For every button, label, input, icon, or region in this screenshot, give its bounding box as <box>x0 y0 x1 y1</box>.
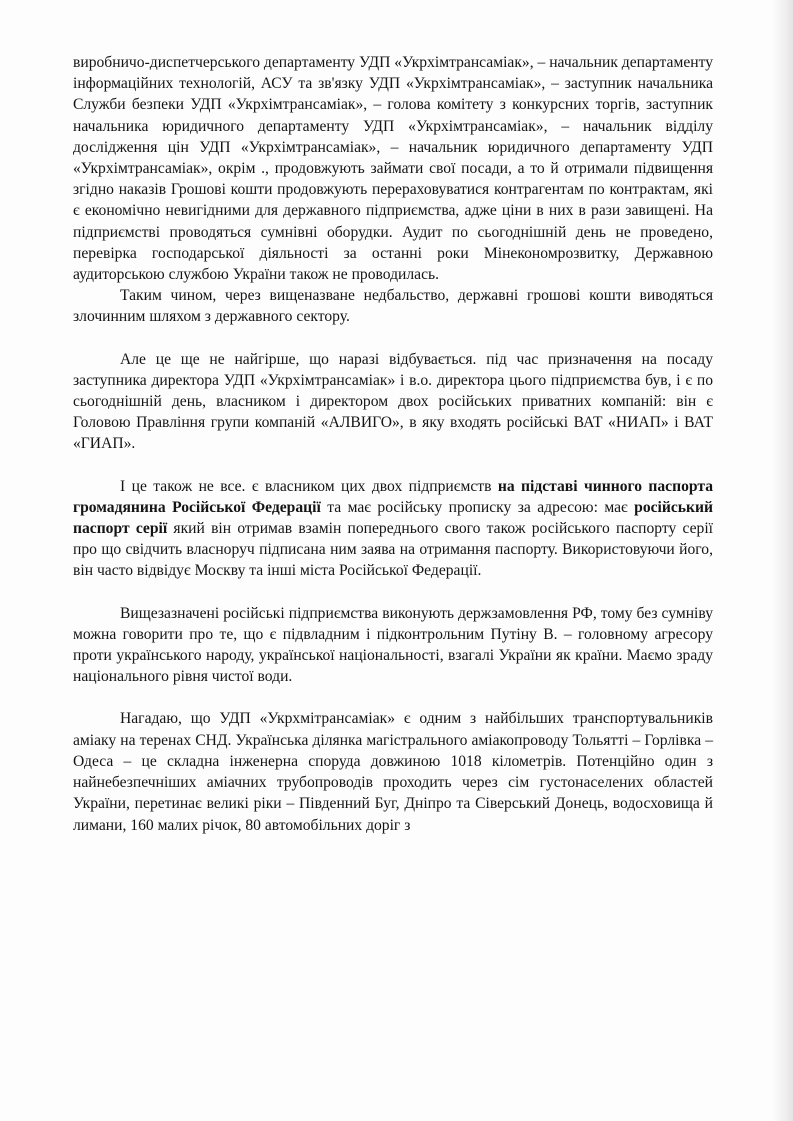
text-run: та має російську прописку за адресою: має <box>320 498 635 516</box>
scan-edge-shadow <box>771 0 793 1121</box>
paragraph: Таким чином, через вищеназване недбальство, державні грошові кошти виводяться злочинним шляхом з державного сектору. <box>73 287 713 326</box>
document-body <box>73 52 713 836</box>
paragraph <box>73 476 713 582</box>
paragraph: Вищезазначені російські підприємства виконують держзамовлення РФ, тому без сумніву можна говорити про те, що є підвладним і підконтрольним Путіну В. – головному агресору проти українського народу, української національності, взагалі України як країни. Маємо зраду національного рівня чистої води. <box>73 604 713 686</box>
paragraph: Але це ще не найгірше, що наразі відбувається. під час призначення на посаду заступника директора УДП «Укрхімтрансаміак» і в.о. директора цього підприємства був, і є по сьогоднішній день, власником і директором двох російських приватних компаній: він є Головою Правління групи компаній «АЛВИГО», в яку входять російські ВАТ «НИАП» і ВАТ «ГИАП». <box>73 350 713 453</box>
text-run: який він отримав взамін попереднього свого також російського паспорту серії про що свідчить власноруч підписана ним заява на отримання паспорту. Використовуючи його, він часто відвідує Москву та інші міста Російської Федерації. <box>73 520 713 580</box>
bold-text-run: на підставі чинного паспорта громадянина Російської Федерації <box>73 477 714 516</box>
paragraph: виробничо-диспетчерського департаменту УДП «Укрхімтрансаміак», – начальник департаменту інформаційних технологій, АСУ та зв'язку УДП «Укрхімтрансаміак», – заступник начальника Служби безпеки УДП «Укрхімтрансаміак», – голова комітету з конкурсних торгів, заступник начальника юридичного департаменту УДП «Укрхімтрансаміак», – начальник відділу дослідження цін УДП «Укрхімтрансаміак», – начальник юридичного департаменту УДП «Укрхімтрансаміак», окрім ., продовжують займати свої посади, а то й отримали підвищення згідно наказів Грошові кошти продовжують перераховуватися контрагентам по контрактам, які є економічно невигідними для державного підприємства, адже ціни в них в рази завищені. На підприємстві проводяться сумнівні оборудки. Аудит по сьогоднішній день не проведено, перевірка господарської діяльності за останні роки Мінекономрозвитку, Державною аудиторською службою України також не проводилась. <box>73 54 713 284</box>
text-run: І це також не все. є власником цих двох підприємств <box>120 477 498 495</box>
bold-text-run: російський паспорт серії <box>73 498 713 538</box>
paragraph: Нагадаю, що УДП «Укрхмітрансаміак» є одним з найбільших транспортувальників аміаку на теренах СНД. Українська ділянка магістрального аміакопроводу Тольятті – Горлівка – Одеса – це складна інженерна споруда довжиною 1018 кілометрів. Потенційно один з найнебезпечніших аміачних трубопроводів проходить через сім густонаселених областей України, перетинає великі ріки – Південний Буг, Дніпро та Сіверський Донець, водосховища й лимани, 160 малих річок, 80 автомобільних доріг з <box>73 710 713 834</box>
